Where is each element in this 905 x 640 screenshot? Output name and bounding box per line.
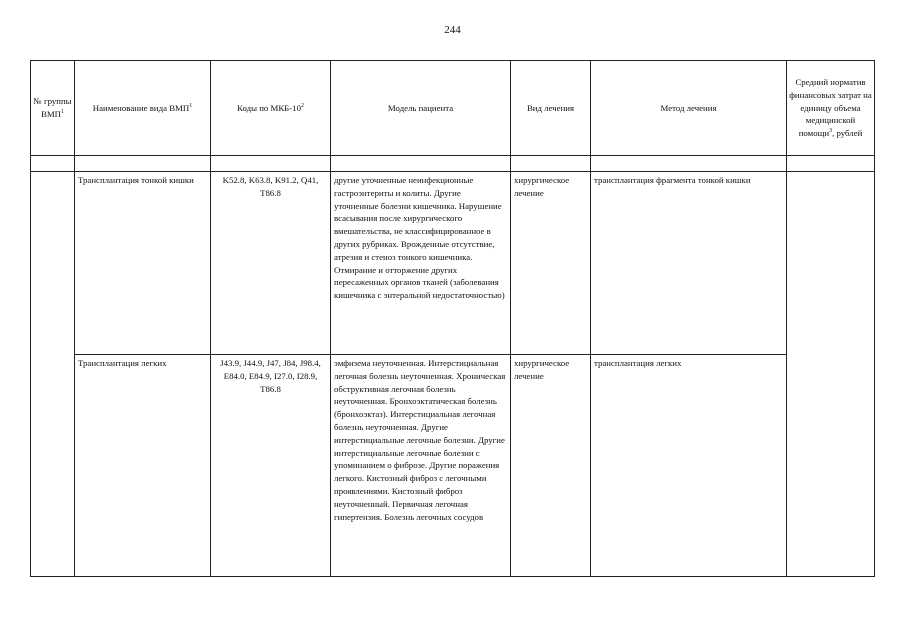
header-treatment-type: Вид лечения — [511, 61, 591, 156]
icd-codes-cell: K52.8, K63.8, K91.2, Q41, T86.8 — [211, 172, 331, 355]
patient-model-cell: эмфизема неуточненная. Интерстициальная легочная болезнь неуточненная. Хроническая обструктивная легочная болезнь неуточненная. Бронхоэктатическая болезнь (бронхоэктаз). Интерстициальная легочная болезнь неуточненная. Другие интерстициальные легочные болезни. Другие интерстициальные легочные болезни с упоминанием о фиброзе. Другие поражения легкого. Кистозный фиброз с легочными проявлениями. Кистозный фиброз неуточненный. Первичная легочная гипертензия. Болезнь легочных сосудов — [331, 355, 511, 577]
table-row — [31, 355, 875, 577]
average-cost-cell — [787, 172, 875, 577]
header-average-cost: Средний норматив финансовых затрат на единицу объема медицинской помощи$^3$, рублей — [787, 61, 875, 156]
empty-cell — [211, 156, 331, 172]
icd-codes-cell: J43.9, J44.9, J47, J84, J98.4, E84.0, E84.9, I27.0, I28.9, T86.8 — [211, 355, 331, 577]
empty-cell — [31, 156, 75, 172]
header-group-number: № группы ВМП$^1$ — [31, 61, 75, 156]
treatment-method-cell: трансплантация фрагмента тонкой кишки — [591, 172, 787, 355]
empty-cell — [787, 156, 875, 172]
header-icd-codes: Коды по МКБ-$10^2$ — [211, 61, 331, 156]
page-number: 244 — [444, 24, 461, 36]
empty-cell — [75, 156, 211, 172]
vmp-name-cell: Трансплантация легких — [75, 355, 211, 577]
patient-model-cell: другие уточненные неинфекционные гастроэнтериты и колиты. Другие уточненные болезни кишечника. Нарушение всасывания после хирургического вмешательства, не классифицированное в других рубриках. Врожденные отсутствие, атрезия и стеноз тонкого кишечника. Отмирание и отторжение других пересаженных органов тканей (заболевания кишечника с энтеральной недостаточностью) — [331, 172, 511, 355]
vmp-table — [30, 60, 875, 577]
treatment-method-cell: трансплантация легких — [591, 355, 787, 577]
header-row — [31, 61, 875, 156]
group-number-cell — [31, 172, 75, 577]
empty-cell — [511, 156, 591, 172]
empty-cell — [331, 156, 511, 172]
treatment-type-cell: хирургическое лечение — [511, 355, 591, 577]
table-row — [31, 172, 875, 355]
empty-cell — [591, 156, 787, 172]
header-patient-model: Модель пациента — [331, 61, 511, 156]
header-vmp-name: Наименование вида ВМП$^1$ — [75, 61, 211, 156]
treatment-type-cell: хирургическое лечение — [511, 172, 591, 355]
vmp-name-cell: Трансплантация тонкой кишки — [75, 172, 211, 355]
header-treatment-method: Метод лечения — [591, 61, 787, 156]
spacer-row — [31, 156, 875, 172]
